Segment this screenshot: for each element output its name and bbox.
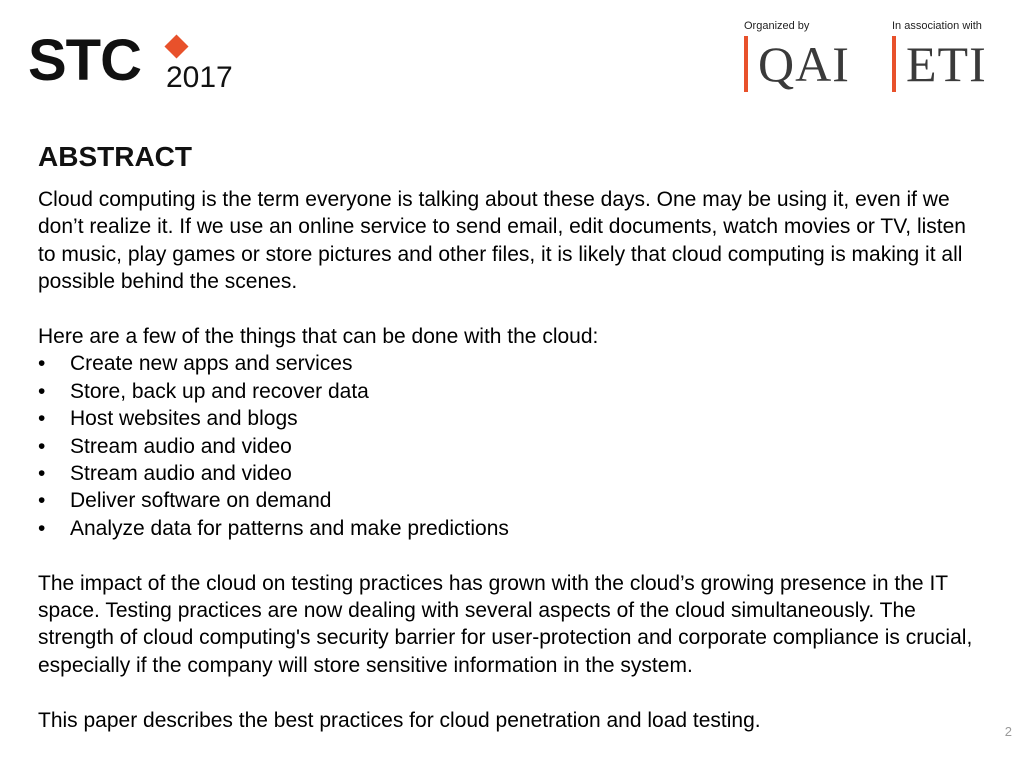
- bullet-icon: •: [38, 489, 46, 513]
- list-item: [38, 405, 988, 432]
- list-item-text: Host websites and blogs: [70, 407, 298, 431]
- abstract-body: [38, 186, 988, 734]
- list-item-text: Stream audio and video: [70, 462, 292, 486]
- list-item: [38, 487, 988, 514]
- bullet-icon: •: [38, 407, 46, 431]
- bullet-icon: •: [38, 434, 46, 458]
- list-item: [38, 460, 988, 487]
- stc-logo-text: STC: [28, 28, 141, 93]
- bullet-icon: •: [38, 516, 46, 540]
- diamond-icon: [164, 34, 188, 58]
- cloud-uses-list: [38, 350, 988, 542]
- logo-bar-icon: [892, 36, 896, 92]
- associate-caption: In association with: [892, 20, 982, 32]
- stc-logo-year: 2017: [166, 61, 233, 94]
- list-item-text: Deliver software on demand: [70, 489, 332, 513]
- list-item: [38, 515, 988, 542]
- intro-paragraph: Cloud computing is the term everyone is talking about these days. One may be using it, even if we don’t realize it. If we use an online service to send email, edit documents, watch movies or TV, listen to music, play games or store pictures and other files, it is likely that cloud computing is making it all possible behind the scenes.: [38, 188, 966, 294]
- bullet-icon: •: [38, 379, 46, 403]
- list-item-text: Store, back up and recover data: [70, 379, 369, 403]
- list-intro: Here are a few of the things that can be done with the cloud:: [38, 325, 599, 349]
- list-item: [38, 433, 988, 460]
- list-item: [38, 378, 988, 405]
- qai-logo: [744, 34, 850, 94]
- paragraph-spacer: [38, 296, 988, 323]
- organizer-caption: Organized by: [744, 20, 810, 32]
- organizer-logo: [744, 18, 850, 98]
- page-title: ABSTRACT: [38, 141, 192, 172]
- eti-logo-text: ETI: [906, 36, 987, 92]
- bullet-icon: •: [38, 352, 46, 376]
- list-item-text: Analyze data for patterns and make predictions: [70, 516, 509, 540]
- qai-logo-text: QAI: [758, 36, 850, 92]
- logo-bar-icon: [744, 36, 748, 92]
- paragraph-spacer: [38, 679, 988, 706]
- list-item-text: Stream audio and video: [70, 434, 292, 458]
- stc-2017-logo: [28, 30, 258, 92]
- impact-paragraph: The impact of the cloud on testing practices has grown with the cloud’s growing presence in the IT space. Testing practices are now dealing with several aspects of the cloud simultaneously. The strength of cloud computing's security barrier for user-protection and corporate compliance is crucial, especially if the company will store sensitive information in the system.: [38, 571, 973, 677]
- paragraph-spacer: [38, 542, 988, 569]
- bullet-icon: •: [38, 462, 46, 486]
- associate-logo: [892, 18, 987, 98]
- list-item-text: Create new apps and services: [70, 352, 353, 376]
- conclusion-paragraph: This paper describes the best practices for cloud penetration and load testing.: [38, 708, 761, 732]
- list-item: [38, 350, 988, 377]
- eti-logo: [892, 34, 987, 94]
- page-number: 2: [1004, 724, 1012, 739]
